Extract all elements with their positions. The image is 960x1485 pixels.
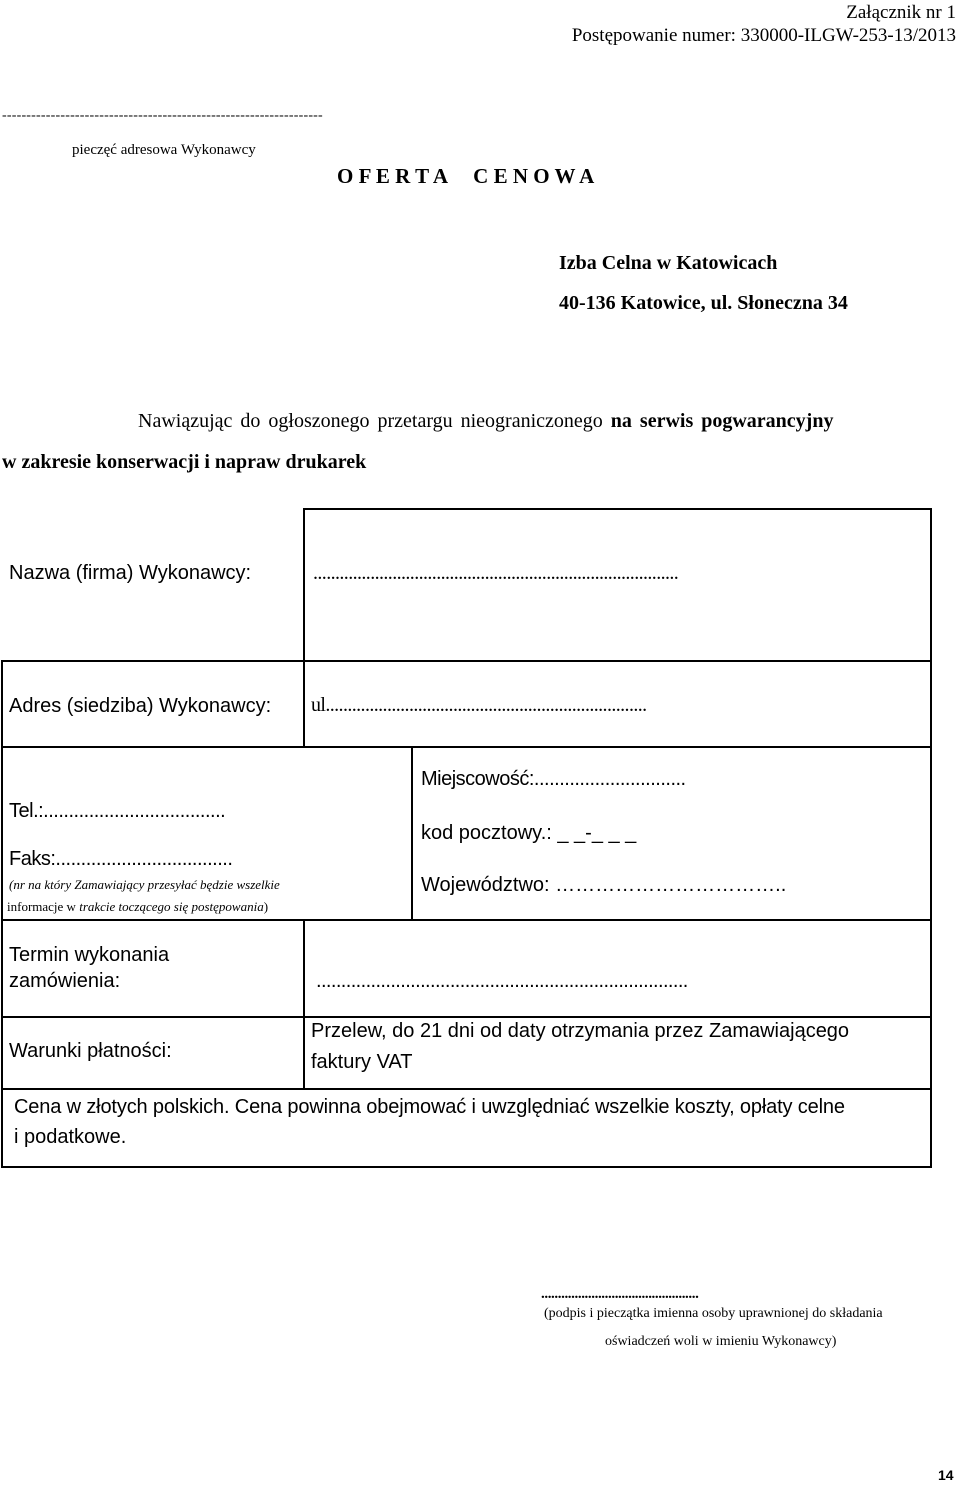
fax-note-part-a: informacje w — [7, 899, 80, 914]
fax-field[interactable]: Faks:................................... — [9, 848, 233, 870]
fax-note-part-b: trakcie toczącego się postępowania — [79, 899, 264, 914]
term-label-line-2: zamówienia: — [9, 970, 121, 992]
document-title: O F E R T A C E N O W A — [337, 164, 595, 188]
price-note-line-2: i podatkowe. — [14, 1126, 127, 1148]
stamp-dashes: ------------------------------------------------------------------ — [2, 108, 323, 123]
signature-dots: ............................................... — [541, 1286, 699, 1302]
payment-terms-label: Warunki płatności: — [9, 1040, 172, 1062]
postal-code-field[interactable]: kod pocztowy.: _ _-_ _ _ — [421, 822, 637, 844]
fax-note-part-c: ) — [263, 899, 269, 914]
intro-normal-text: Nawiązując do ogłoszonego przetargu nieograniczonego — [138, 410, 611, 432]
proceeding-number: Postępowanie numer: 330000-ILGW-253-13/2013 — [571, 25, 956, 46]
intro-line-1 — [138, 410, 833, 433]
recipient-address: 40-136 Katowice, ul. Słoneczna 34 — [559, 292, 848, 314]
page-number: 14 — [938, 1467, 954, 1483]
intro-line-2: w zakresie konserwacji i napraw drukarek — [2, 451, 367, 473]
term-label-line-1: Termin wykonania — [9, 944, 170, 966]
contractor-address-field[interactable]: ul......................................................................... — [311, 694, 647, 716]
term-field[interactable]: ........................................................................... — [316, 970, 688, 992]
voivodeship-field[interactable]: Województwo: …………………………….. — [421, 874, 787, 896]
fax-note-line-1: (nr na który Zamawiający przesyłać będzie wszelkie — [9, 877, 280, 892]
attachment-label: Załącznik nr 1 — [846, 2, 956, 23]
signature-caption-line-1: (podpis i pieczątka imienna osoby uprawnionej do składania — [544, 1306, 883, 1321]
signature-caption-line-2: oświadczeń woli w imieniu Wykonawcy) — [605, 1334, 837, 1349]
stamp-label: pieczęć adresowa Wykonawcy — [72, 142, 256, 158]
recipient-name: Izba Celna w Katowicach — [559, 252, 778, 274]
payment-terms-line-2: faktury VAT — [311, 1051, 413, 1073]
payment-terms-line-1: Przelew, do 21 dni od daty otrzymania przez Zamawiającego — [311, 1020, 850, 1042]
city-field[interactable]: Miejscowość:.............................. — [421, 768, 686, 790]
intro-bold-text: na serwis pogwarancyjny — [610, 410, 834, 432]
price-note-line-1: Cena w złotych polskich. Cena powinna obejmować i uwzględniać wszelkie koszty, opłaty celne — [14, 1096, 845, 1118]
contractor-name-field[interactable]: ................................................................................... — [313, 562, 679, 584]
contractor-name-label: Nazwa (firma) Wykonawcy: — [9, 562, 252, 584]
phone-field[interactable]: Tel.:.................................... — [9, 800, 226, 822]
fax-note-line-2 — [7, 899, 268, 915]
contractor-address-label: Adres (siedziba) Wykonawcy: — [9, 695, 272, 717]
